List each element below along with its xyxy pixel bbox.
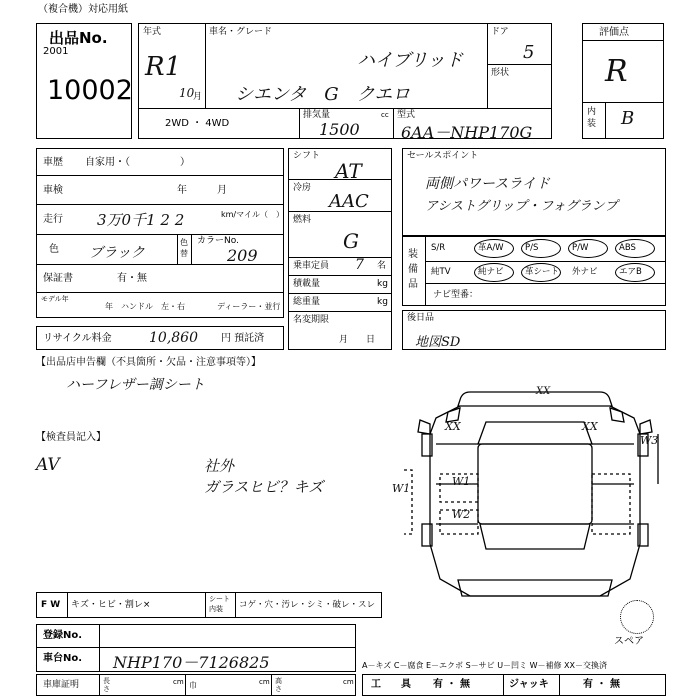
gross-unit: kg xyxy=(377,297,388,307)
shape-label: 形状 xyxy=(491,68,510,78)
equipment-item: S/R xyxy=(431,243,446,253)
store-report-value: ハーフレザー調シート xyxy=(66,377,205,393)
jack-label: ジャッキ xyxy=(509,679,549,690)
load-unit: kg xyxy=(377,279,388,289)
equipment-label: 装備品 xyxy=(408,249,418,290)
sales-line1: 両側パワースライド xyxy=(425,176,550,192)
year-value: R1 xyxy=(145,52,182,82)
diagram-mark-w1-2: W1 xyxy=(392,482,411,495)
lot-number: 10002 xyxy=(47,75,133,106)
damage-legend: A－キズ C－腐食 E－エクボ S－サビ U－凹ミ W－補修 XX－交換済 xyxy=(362,661,608,670)
name-label: 車名・グレード xyxy=(209,27,273,37)
inspector-av: AV xyxy=(36,455,60,475)
inspector-note1: 社外 xyxy=(204,457,235,475)
cert-label: 車庫証明 xyxy=(43,680,80,690)
regdate-label: 名変期限 xyxy=(293,315,330,325)
gross-label: 総重量 xyxy=(293,297,321,307)
length-unit: cm xyxy=(173,678,184,686)
equipment-circle-mark xyxy=(521,239,561,258)
equipment-item: 革シート xyxy=(525,267,560,277)
fw-desc: キズ・ヒビ・割レ× xyxy=(71,600,151,610)
mileage-unit: km/マイル（ ） xyxy=(221,210,284,219)
score-box xyxy=(582,23,664,139)
equipment-item: 革A/W xyxy=(478,243,504,253)
equipment-circle-mark xyxy=(474,239,514,258)
color-label: 色 xyxy=(49,244,59,255)
reg-label: 登録No. xyxy=(43,630,83,641)
garage-cert-row xyxy=(36,674,356,696)
mileage-label: 走行 xyxy=(43,214,63,225)
aftermarket-label: 後日品 xyxy=(407,313,435,323)
score-label: 評価点 xyxy=(599,27,629,38)
fw-label: F W xyxy=(41,600,61,610)
score-value: R xyxy=(605,54,628,89)
color-no-label: カラーNo. xyxy=(197,236,239,246)
seat-label: シート内装 xyxy=(209,595,230,613)
store-report-label: 【出品店申告欄（不具箇所・欠品・注意事項等）】 xyxy=(36,357,261,368)
inspector-note2: ガラスヒビ？キズ xyxy=(204,478,324,496)
spare-tire-icon xyxy=(620,600,654,634)
equipment-circle-mark xyxy=(521,263,561,282)
history-value: 自家用・（ ） xyxy=(85,157,190,168)
fuel-value: G xyxy=(343,229,359,253)
mileage-value: 3万0千1 2 2 xyxy=(97,211,185,229)
inspection-label: 車検 xyxy=(43,185,63,196)
inspector-label: 【検査員記入】 xyxy=(36,432,106,443)
handle-label: ハンドル xyxy=(121,302,153,311)
lot-number-box xyxy=(36,23,132,139)
car-diagram xyxy=(400,374,670,610)
recycle-value: 10,860 xyxy=(149,330,198,346)
warranty-label: 保証書 xyxy=(43,273,73,284)
ac-label: 冷房 xyxy=(293,183,312,193)
interior-value: B xyxy=(621,108,635,129)
aftermarket-value: 地図SD xyxy=(415,335,461,350)
dealer-label: ディーラー・並行 xyxy=(217,302,281,311)
regdate-unit: 月 日 xyxy=(339,335,376,345)
equipment-circle-mark xyxy=(615,263,655,282)
chassis-label: 車台No. xyxy=(43,653,83,664)
equipment-item: ABS xyxy=(619,243,636,253)
spec-box xyxy=(288,148,392,350)
shift-label: シフト xyxy=(293,151,321,161)
seat-desc: コゲ・穴・汚レ・シミ・破レ・スレ xyxy=(239,600,376,610)
equipment-item: 外ナビ xyxy=(572,267,598,277)
sales-box xyxy=(402,148,666,236)
warranty-value: 有・無 xyxy=(117,273,147,284)
door-value: 5 xyxy=(523,42,535,63)
capacity-value: 7 xyxy=(355,257,364,273)
equipment-item: 純TV xyxy=(431,267,451,277)
lot-code: 2001 xyxy=(43,46,69,57)
details-box xyxy=(36,148,284,318)
height-unit: cm xyxy=(343,678,354,686)
cc-label: 排気量 xyxy=(303,110,331,120)
sales-line2: アシストグリップ・フォグランプ xyxy=(425,199,618,214)
chassis-value: NHP170－7126825 xyxy=(113,653,270,672)
cc-unit: cc xyxy=(381,111,389,119)
door-label: ドア xyxy=(491,27,509,37)
capacity-label: 乗車定員 xyxy=(293,261,330,271)
month-value: 10 xyxy=(179,86,195,100)
model-label: 型式 xyxy=(397,110,416,120)
diagram-mark-w2: W2 xyxy=(452,508,471,521)
tools-jack-row xyxy=(362,674,666,696)
tools-value: 有 ・ 無 xyxy=(433,679,470,690)
ac-value: AAC xyxy=(329,191,369,212)
jack-value: 有 ・ 無 xyxy=(583,679,620,690)
name-line2: シエンタ G クエロ xyxy=(235,84,411,105)
equipment-item: 純ナビ xyxy=(478,267,504,277)
model-year-unit: 年 xyxy=(105,302,113,311)
inspection-value: 年 月 xyxy=(177,185,227,196)
spare-label: スペア xyxy=(614,636,644,647)
equipment-box xyxy=(402,236,666,306)
name-line1: ハイブリッド xyxy=(357,50,464,71)
equipment-item: P/S xyxy=(525,243,539,253)
form-title: （複合機）対応用紙 xyxy=(38,4,128,15)
lot-label: 出品No. xyxy=(49,29,108,47)
color-value: ブラック xyxy=(89,245,145,261)
sales-label: セールスポイント xyxy=(407,151,479,161)
color-no-value: 209 xyxy=(227,246,258,265)
width-unit: cm xyxy=(259,678,270,686)
equipment-circle-mark xyxy=(615,239,655,258)
length-label: 長さ xyxy=(103,677,110,693)
interior-label: 内装 xyxy=(587,107,597,129)
diagram-mark-xx-2: XX xyxy=(582,420,598,433)
diagram-mark-xx-3: XX xyxy=(536,386,551,397)
load-label: 積載量 xyxy=(293,279,321,289)
recycle-label: リサイクル料金 xyxy=(43,333,112,344)
height-label: 高さ xyxy=(275,677,282,693)
recycle-unit: 円 預託済 xyxy=(221,333,265,344)
cc-value: 1500 xyxy=(319,120,360,139)
navi-label: ナビ型番： xyxy=(433,290,479,300)
year-label: 年式 xyxy=(143,27,162,37)
fw-row xyxy=(36,592,382,618)
equipment-item: エアB xyxy=(619,267,642,277)
equipment-circle-mark xyxy=(568,239,608,258)
diagram-mark-w1-1: W1 xyxy=(452,475,471,488)
drive-label: 2WD ・ 4WD xyxy=(165,118,230,129)
aftermarket-box xyxy=(402,310,666,350)
recycle-box xyxy=(36,326,284,350)
equipment-item: P/W xyxy=(572,243,589,253)
model-year-label: モデル年 xyxy=(41,295,69,303)
fuel-label: 燃料 xyxy=(293,215,312,225)
handle-value: 左・右 xyxy=(161,302,185,311)
capacity-unit: 名 xyxy=(377,261,387,271)
model-value: 6AA－NHP170G xyxy=(401,123,533,142)
reg-chassis-box xyxy=(36,624,356,672)
color-change-label: 色替 xyxy=(180,238,188,258)
history-label: 車歴 xyxy=(43,157,63,168)
width-label: 巾 xyxy=(189,681,197,690)
grade-box xyxy=(138,23,552,142)
equipment-circle-mark xyxy=(474,263,514,282)
diagram-mark-w3: W3 xyxy=(640,434,659,447)
shift-value: AT xyxy=(335,159,362,183)
diagram-mark-xx-1: XX xyxy=(445,420,461,433)
month-unit: 月 xyxy=(193,92,203,102)
tools-label: 工 具 xyxy=(371,679,411,690)
